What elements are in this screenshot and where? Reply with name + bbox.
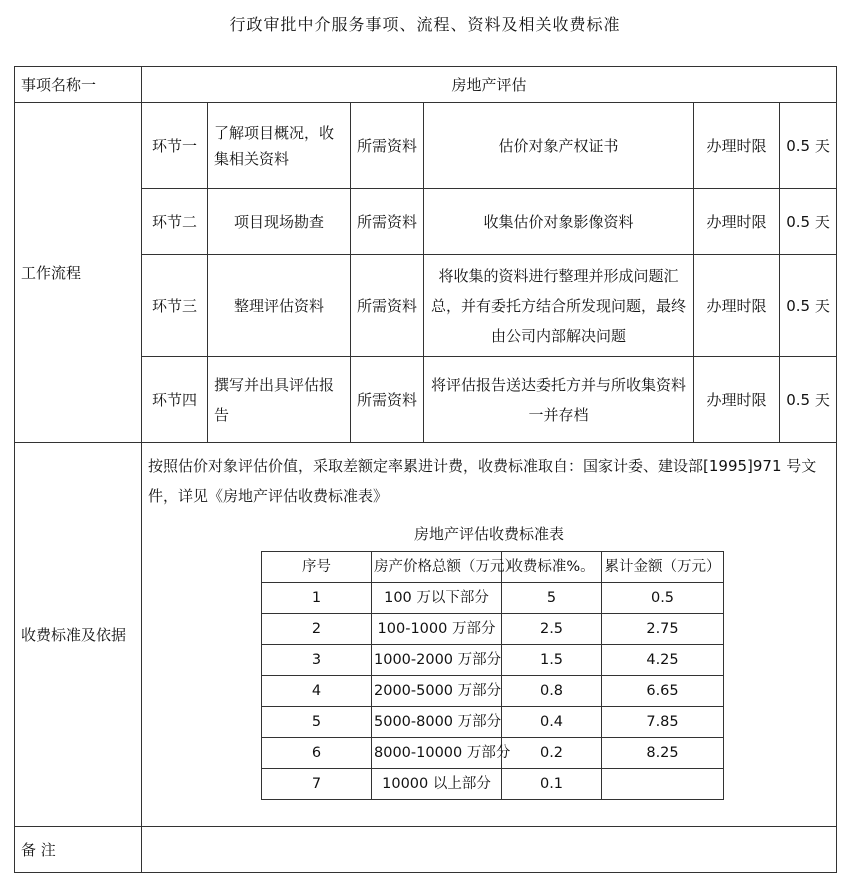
fee-table-row bbox=[262, 769, 724, 800]
table-cell: 8.25 bbox=[602, 738, 724, 769]
table-cell: 0.5 bbox=[602, 583, 724, 614]
table-cell: 6 bbox=[262, 738, 372, 769]
fee-description: 按照估价对象评估价值，采取差额定率累进计费，收费标准取自：国家计委、建设部[1995]971 号文件，详见《房地产评估收费标准表》 bbox=[148, 457, 817, 505]
table-cell: 0.4 bbox=[502, 707, 602, 738]
step-name: 撰写并出具评估报告 bbox=[208, 357, 351, 443]
materials-label: 所需资料 bbox=[351, 189, 424, 255]
workflow-step-row bbox=[15, 103, 837, 189]
materials-text: 将评估报告送达委托方并与所收集资料一并存档 bbox=[424, 357, 694, 443]
fee-table-row bbox=[262, 614, 724, 645]
table-cell: 0.1 bbox=[502, 769, 602, 800]
table-cell: 4 bbox=[262, 676, 372, 707]
item-row bbox=[15, 67, 837, 103]
fee-content bbox=[142, 443, 837, 827]
item-value: 房地产评估 bbox=[142, 67, 837, 103]
table-cell: 5 bbox=[262, 707, 372, 738]
header-cell: 累计金额（万元） bbox=[602, 552, 724, 583]
remarks-value bbox=[142, 827, 837, 873]
table-cell: 7.85 bbox=[602, 707, 724, 738]
materials-text: 估价对象产权证书 bbox=[424, 103, 694, 189]
item-label: 事项名称一 bbox=[15, 67, 142, 103]
header-cell: 房产价格总额（万元） bbox=[372, 552, 502, 583]
materials-label: 所需资料 bbox=[351, 103, 424, 189]
table-cell: 2000-5000 万部分 bbox=[372, 676, 502, 707]
table-cell: 7 bbox=[262, 769, 372, 800]
table-cell: 100-1000 万部分 bbox=[372, 614, 502, 645]
table-cell: 1000-2000 万部分 bbox=[372, 645, 502, 676]
remarks-label: 备 注 bbox=[15, 827, 142, 873]
header-cell: 序号 bbox=[262, 552, 372, 583]
table-cell: 2.75 bbox=[602, 614, 724, 645]
materials-label: 所需资料 bbox=[351, 255, 424, 357]
time-limit-value: 0.5 天 bbox=[780, 255, 837, 357]
workflow-label: 工作流程 bbox=[15, 103, 142, 443]
table-cell: 2.5 bbox=[502, 614, 602, 645]
step-number: 环节二 bbox=[142, 189, 208, 255]
time-limit-label: 办理时限 bbox=[694, 357, 780, 443]
step-name: 整理评估资料 bbox=[208, 255, 351, 357]
materials-label: 所需资料 bbox=[351, 357, 424, 443]
fee-row bbox=[15, 443, 837, 827]
table-cell: 10000 以上部分 bbox=[372, 769, 502, 800]
step-number: 环节四 bbox=[142, 357, 208, 443]
fee-table-header bbox=[262, 552, 724, 583]
materials-text: 收集估价对象影像资料 bbox=[424, 189, 694, 255]
time-limit-value: 0.5 天 bbox=[780, 357, 837, 443]
page-title: 行政审批中介服务事项、流程、资料及相关收费标准 bbox=[229, 15, 621, 34]
fee-standard-table bbox=[261, 551, 724, 800]
step-name: 项目现场勘查 bbox=[208, 189, 351, 255]
materials-text: 将收集的资料进行整理并形成问题汇总，并有委托方结合所发现问题，最终由公司内部解决问题 bbox=[424, 255, 694, 357]
fee-table-row bbox=[262, 583, 724, 614]
fee-table-row bbox=[262, 676, 724, 707]
table-cell: 6.65 bbox=[602, 676, 724, 707]
remarks-row bbox=[15, 827, 837, 873]
table-cell: 5000-8000 万部分 bbox=[372, 707, 502, 738]
table-cell: 3 bbox=[262, 645, 372, 676]
table-cell bbox=[602, 769, 724, 800]
table-cell: 0.8 bbox=[502, 676, 602, 707]
header-cell: 收费标准%。 bbox=[502, 552, 602, 583]
fee-label: 收费标准及依据 bbox=[15, 443, 142, 827]
time-limit-label: 办理时限 bbox=[694, 189, 780, 255]
table-cell: 1.5 bbox=[502, 645, 602, 676]
table-cell: 5 bbox=[502, 583, 602, 614]
table-cell: 0.2 bbox=[502, 738, 602, 769]
time-limit-label: 办理时限 bbox=[694, 103, 780, 189]
fee-table-title: 房地产评估收费标准表 bbox=[414, 525, 565, 543]
service-table bbox=[14, 66, 837, 873]
table-cell: 8000-10000 万部分 bbox=[372, 738, 502, 769]
time-limit-value: 0.5 天 bbox=[780, 189, 837, 255]
time-limit-value: 0.5 天 bbox=[780, 103, 837, 189]
fee-table-row bbox=[262, 707, 724, 738]
fee-table-row bbox=[262, 645, 724, 676]
step-number: 环节三 bbox=[142, 255, 208, 357]
table-cell: 4.25 bbox=[602, 645, 724, 676]
table-cell: 100 万以下部分 bbox=[372, 583, 502, 614]
step-number: 环节一 bbox=[142, 103, 208, 189]
table-cell: 2 bbox=[262, 614, 372, 645]
fee-table-row bbox=[262, 738, 724, 769]
time-limit-label: 办理时限 bbox=[694, 255, 780, 357]
step-name: 了解项目概况，收集相关资料 bbox=[208, 103, 351, 189]
table-cell: 1 bbox=[262, 583, 372, 614]
